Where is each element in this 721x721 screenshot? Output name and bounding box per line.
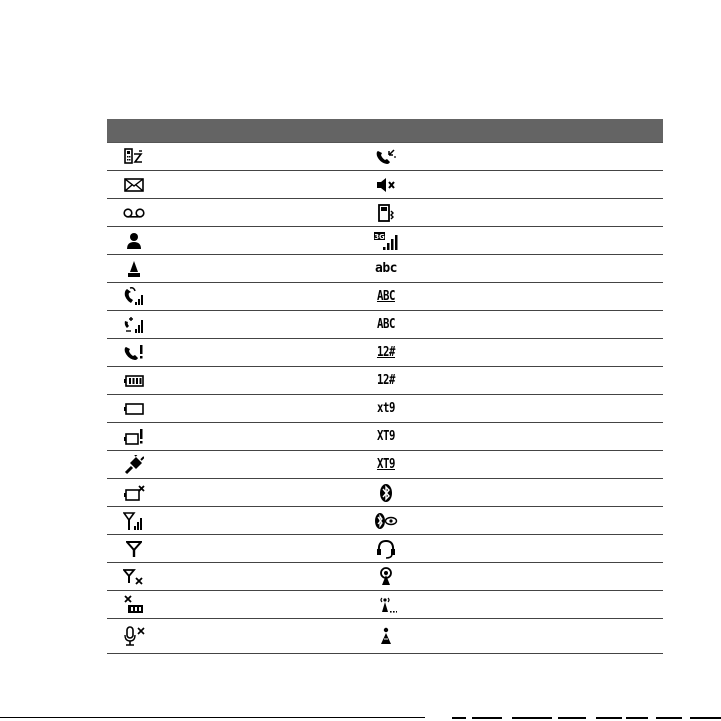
antenna-icon [121,535,147,562]
table-row [107,591,663,619]
person-icon [121,227,147,254]
phone-alert-icon [121,339,147,366]
battery-alert-icon [121,423,147,450]
text-ABC-label: ABC [376,289,396,304]
text-xt9-label: xt9 [376,401,396,416]
wifi-tower-searching-icon [371,591,401,618]
signal-bars-icon [121,507,147,534]
table-row [107,143,663,171]
antenna-off-icon [121,563,147,590]
footer-mark [626,717,648,719]
table-row [107,311,663,339]
wifi-tower-off-icon [371,619,401,653]
wifi-tower-icon [371,563,401,590]
table-row [107,535,663,563]
text-ABC-icon [371,283,401,310]
3g-label: 3G [374,232,385,241]
speaker-mute-icon [371,171,401,198]
bluetooth-icon [371,479,401,506]
table-row [107,451,663,479]
table-row [107,479,663,507]
speaker-signal-icon [121,255,147,282]
status-icon-table [107,119,663,654]
envelope-icon [121,171,147,198]
phone-vibrate-icon [371,199,401,226]
table-row [107,227,663,255]
text-XT9-label: XT9 [376,429,396,444]
footer-mark [656,717,682,719]
footer-mark [512,717,552,719]
battery-full-icon [121,367,147,394]
voicemail-icon [121,199,147,226]
3g-signal-icon [371,227,401,254]
battery-missing-icon [121,479,147,506]
phone-data-signal-icon [121,311,147,338]
battery-low-icon [121,395,147,422]
text-XT9-label: XT9 [376,457,396,472]
microphone-muted-icon [121,619,147,653]
page-footer-rule [0,717,721,721]
footer-line [0,717,425,718]
footer-mark [596,717,622,719]
table-row [107,563,663,591]
phone-signal-icon [121,283,147,310]
text-ABC-label: ABC [376,317,396,332]
table-row [107,171,663,199]
text-ABC-icon [371,311,401,338]
charging-plug-icon [121,451,147,478]
phone-keypad-icon [121,143,147,170]
table-row [107,283,663,311]
table-row [107,367,663,395]
table-row [107,339,663,367]
table-row [107,395,663,423]
footer-mark [558,717,586,719]
table-row [107,619,663,654]
table-row [107,255,663,283]
call-incoming-icon [371,143,401,170]
headset-icon [371,535,401,562]
table-header-bar [107,119,663,143]
text-XT9-icon [371,423,401,450]
bluetooth-visible-icon [371,507,401,534]
text-XT9-icon [371,451,401,478]
footer-mark [690,717,721,719]
table-row [107,507,663,535]
footer-mark [452,717,466,719]
text-12hash-label: 12# [376,345,396,360]
text-12hash-icon [371,367,401,394]
footer-mark [472,717,502,719]
text-xt9-icon [371,395,401,422]
table-row [107,199,663,227]
sim-missing-icon [121,591,147,618]
text-12hash-label: 12# [376,373,396,388]
table-row [107,423,663,451]
text-abc-label: abc [375,261,397,276]
text-abc-icon [371,255,401,282]
text-12hash-icon [371,339,401,366]
